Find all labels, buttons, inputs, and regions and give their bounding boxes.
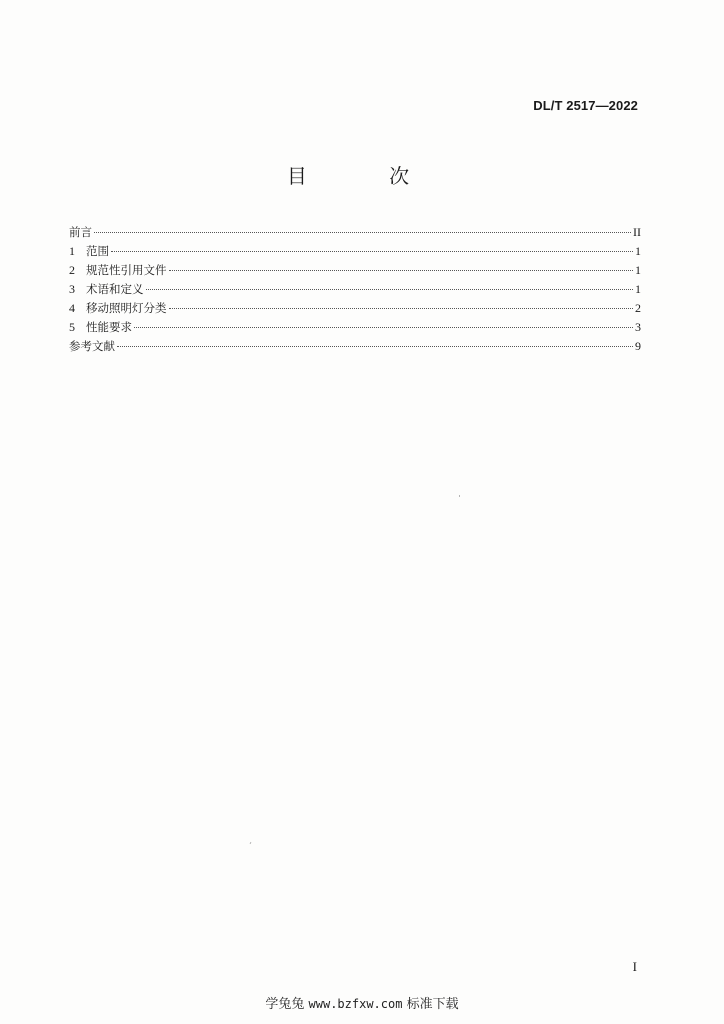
toc-entry-normative-references[interactable] — [69, 261, 641, 280]
dot-leader — [117, 346, 633, 347]
toc-entry-terms-definitions[interactable] — [69, 280, 641, 299]
toc-entry-label: 移动照明灯分类 — [86, 301, 167, 315]
dot-leader — [169, 270, 634, 271]
dot-leader — [94, 232, 631, 233]
toc-entry-label: 性能要求 — [86, 320, 132, 334]
toc-entry-page: 2 — [635, 301, 641, 315]
toc-entry-bibliography[interactable] — [69, 337, 641, 356]
toc-entry-number: 5 — [69, 320, 75, 334]
standard-number: DL/T 2517—2022 — [533, 98, 638, 113]
toc-entry-number: 4 — [69, 301, 75, 315]
toc-entry-number: 1 — [69, 244, 75, 258]
watermark-site-name: 学兔兔 — [265, 997, 305, 1012]
page-title: 目 次 — [286, 164, 448, 188]
toc-entry-number: 2 — [69, 263, 75, 277]
toc-entry-label: 前言 — [69, 225, 92, 239]
toc-entry-number: 3 — [69, 282, 75, 296]
toc-entry-classification[interactable] — [69, 299, 641, 318]
table-of-contents — [69, 223, 641, 356]
toc-entry-page: II — [633, 225, 641, 239]
toc-entry-label: 术语和定义 — [86, 282, 144, 296]
download-watermark — [0, 993, 724, 1012]
toc-entry-page: 3 — [635, 320, 641, 334]
toc-entry-foreword[interactable] — [69, 223, 641, 242]
toc-entry-performance[interactable] — [69, 318, 641, 337]
toc-entry-page: 1 — [635, 263, 641, 277]
dot-leader — [111, 251, 633, 252]
toc-entry-label: 参考文献 — [69, 339, 115, 353]
dot-leader — [146, 289, 634, 290]
toc-entry-page: 9 — [635, 339, 641, 353]
watermark-url[interactable]: www.bzfxw.com — [308, 997, 403, 1011]
dot-leader — [169, 308, 634, 309]
toc-entry-label: 规范性引用文件 — [86, 263, 167, 277]
page-number: I — [632, 959, 637, 974]
toc-entry-label: 范围 — [86, 244, 109, 258]
toc-entry-page: 1 — [635, 244, 641, 258]
scan-speck — [250, 842, 252, 844]
scan-speck — [459, 495, 460, 497]
toc-entry-scope[interactable] — [69, 242, 641, 261]
dot-leader — [134, 327, 633, 328]
toc-entry-page: 1 — [635, 282, 641, 296]
watermark-suffix: 标准下载 — [406, 997, 459, 1012]
